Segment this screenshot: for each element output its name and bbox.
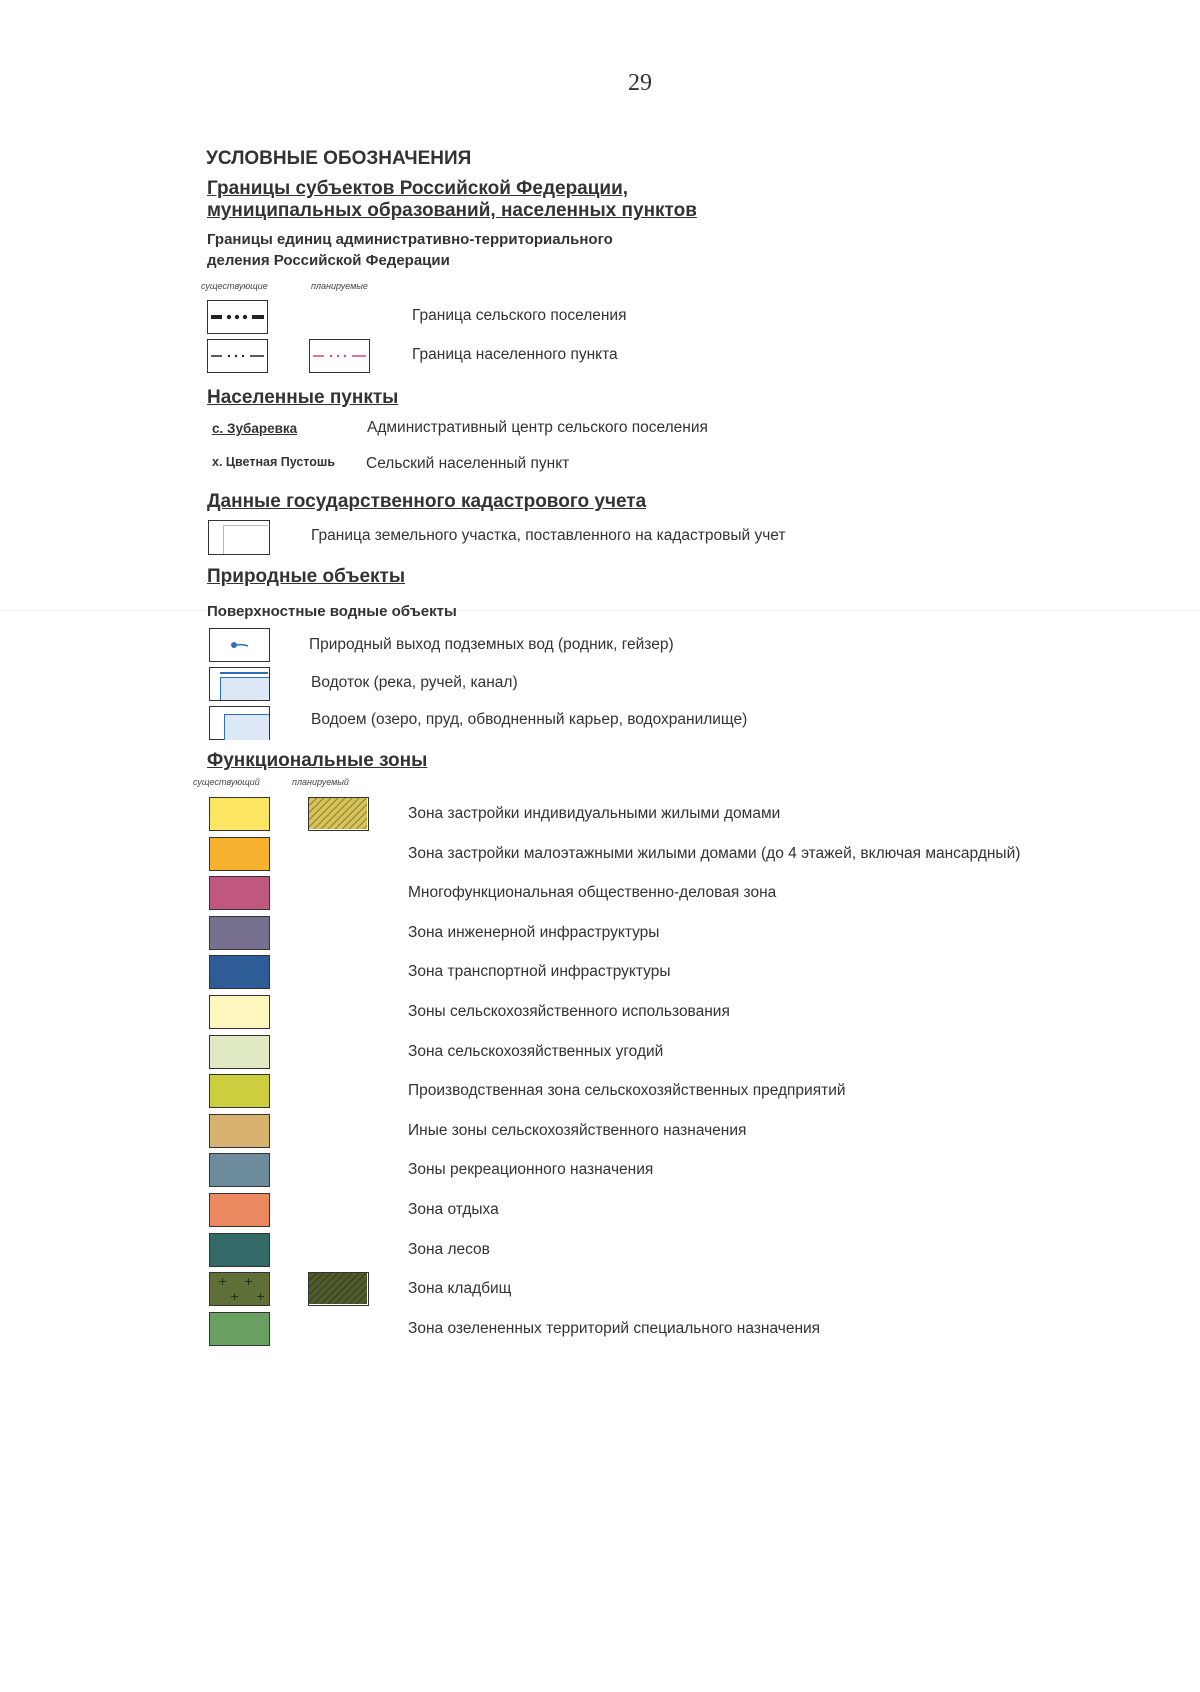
zone-label: Зона инженерной инфраструктуры: [408, 924, 660, 941]
boundaries-sub-line1: Границы единиц административно-территориального: [207, 231, 613, 248]
zone-label: Зона отдыха: [408, 1201, 499, 1218]
watercourse-symbol: [209, 667, 270, 701]
cadastre-heading: Данные государственного кадастрового учета: [207, 491, 647, 512]
rural-locality-sample: х. Цветная Пустошь: [212, 455, 335, 469]
natural-objects-heading: Природные объекты: [207, 566, 406, 587]
boundaries-heading-line2: муниципальных образований, населенных пунктов: [207, 200, 697, 221]
zone-label: Зона сельскохозяйственных угодий: [408, 1043, 664, 1060]
zone-label: Зона кладбищ: [408, 1280, 512, 1297]
rural-locality-label: Сельский населенный пункт: [366, 455, 570, 472]
zone-label: Иные зоны сельскохозяйственного назначения: [408, 1122, 747, 1139]
svg-text:+: +: [256, 1290, 266, 1303]
surface-water-subheading: Поверхностные водные объекты: [207, 603, 457, 620]
rural-settlement-boundary-label: Граница сельского поселения: [412, 307, 627, 324]
locality-boundary-planned-symbol: [309, 339, 370, 373]
zones-existing-caption: существующий: [193, 777, 260, 787]
scan-divider: [0, 610, 1200, 611]
zone-swatch-existing: [209, 837, 270, 871]
zone-label: Зоны сельскохозяйственного использования: [408, 1003, 730, 1020]
zone-swatch-existing: [209, 1114, 270, 1148]
zone-label: Зона транспортной инфраструктуры: [408, 963, 671, 980]
svg-text:+: +: [230, 1290, 240, 1303]
spring-symbol: [209, 628, 270, 662]
zone-label: Производственная зона сельскохозяйственных предприятий: [408, 1082, 846, 1099]
land-plot-boundary-label: Граница земельного участка, поставленного на кадастровый учет: [311, 527, 786, 544]
zone-swatch-existing: [209, 797, 270, 831]
boundaries-existing-caption: существующие: [201, 281, 268, 291]
boundaries-sub-line2: деления Российской Федерации: [207, 252, 450, 269]
functional-zones-heading: Функциональные зоны: [207, 750, 428, 771]
zone-label: Многофункциональная общественно-деловая зона: [408, 884, 777, 901]
svg-text:+: +: [244, 1275, 254, 1288]
spring-label: Природный выход подземных вод (родник, гейзер): [309, 636, 674, 653]
zone-swatch-existing: [209, 1035, 270, 1069]
zone-label: Зона застройки индивидуальными жилыми домами: [408, 805, 781, 822]
svg-text:+: +: [218, 1275, 228, 1288]
locality-boundary-label: Граница населенного пункта: [412, 346, 618, 363]
zone-swatch-existing: [209, 1312, 270, 1346]
admin-center-sample: с. Зубаревка: [212, 421, 298, 436]
zone-label: Зоны рекреационного назначения: [408, 1161, 654, 1178]
zone-label: Зона застройки малоэтажными жилыми домами (до 4 этажей, включая мансардный): [408, 845, 1021, 862]
zone-swatch-existing: [209, 1233, 270, 1267]
watercourse-label: Водоток (река, ручей, канал): [311, 674, 518, 691]
land-plot-boundary-symbol: [208, 520, 270, 555]
zone-swatch-existing: [209, 995, 270, 1029]
zone-swatch-existing: [209, 916, 270, 950]
zone-label: Зона озелененных территорий специального назначения: [408, 1320, 821, 1337]
zone-swatch-existing: [209, 1074, 270, 1108]
admin-center-label: Административный центр сельского поселения: [367, 419, 708, 436]
water-body-label: Водоем (озеро, пруд, обводненный карьер, водохранилище): [311, 711, 748, 728]
zone-swatch-existing: [209, 876, 270, 910]
page-number: 29: [628, 70, 652, 96]
zone-label: Зона лесов: [408, 1241, 490, 1258]
legend-title: УСЛОВНЫЕ ОБОЗНАЧЕНИЯ: [206, 148, 472, 169]
settlements-heading: Населенные пункты: [207, 387, 399, 408]
water-body-symbol: [209, 706, 270, 740]
zone-swatch-planned: [308, 797, 369, 831]
zone-swatch-existing: [209, 1153, 270, 1187]
zones-planned-caption: планируемый: [292, 777, 349, 787]
boundaries-heading-line1: Границы субъектов Российской Федерации,: [207, 178, 629, 199]
rural-settlement-boundary-symbol: [207, 300, 268, 334]
zone-swatch-existing: [209, 955, 270, 989]
zone-swatch-existing: [209, 1272, 270, 1306]
zone-swatch-existing: [209, 1193, 270, 1227]
boundaries-planned-caption: планируемые: [311, 281, 368, 291]
locality-boundary-existing-symbol: [207, 339, 268, 373]
zone-swatch-planned: [308, 1272, 369, 1306]
